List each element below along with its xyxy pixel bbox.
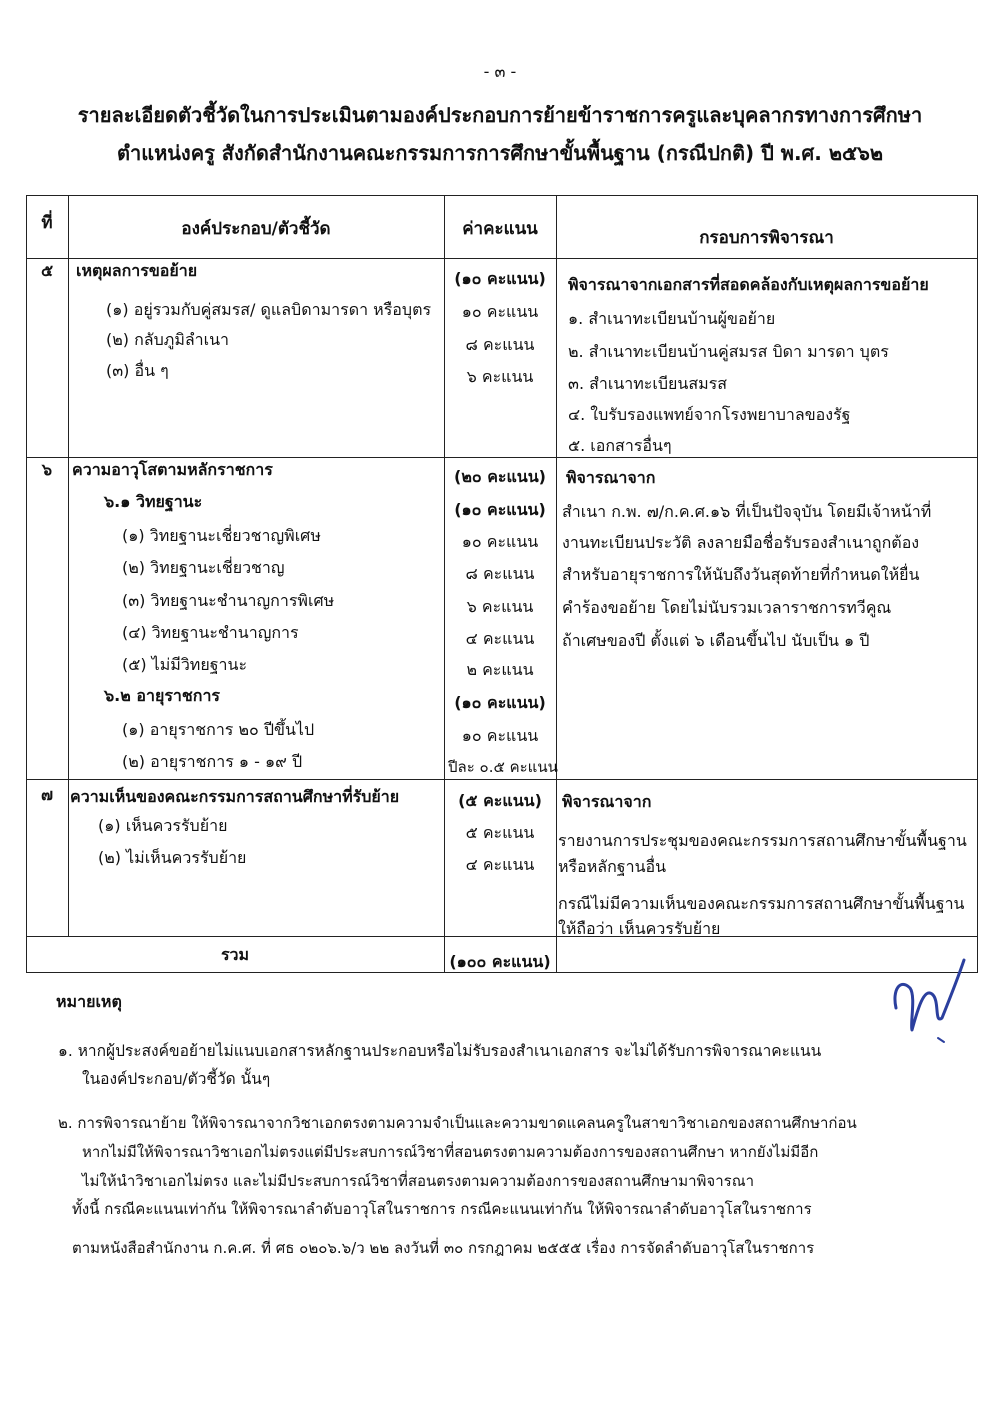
row5-criteria-4: ๔. ใบรับรองแพทย์จากโรงพยาบาลของรัฐ bbox=[568, 405, 851, 424]
row-divider-5-6 bbox=[26, 457, 978, 458]
total-score: (๑๐๐ คะแนน) bbox=[449, 952, 551, 971]
row6-sub1-item-3-score: ๖ คะแนน bbox=[466, 597, 534, 616]
row-divider-total bbox=[26, 936, 978, 937]
notes-heading: หมายเหตุ bbox=[56, 992, 122, 1011]
row6-criteria-5: ถ้าเศษของปี ตั้งแต่ ๖ เดือนขึ้นไป นับเป็น ๑ ปี bbox=[562, 631, 870, 650]
row6-sub2-item-2-score: ปีละ ๐.๕ คะแนน bbox=[448, 758, 558, 776]
row7-item-1: (๑) เห็นควรรับย้าย bbox=[98, 816, 228, 835]
row6-criteria-2: งานทะเบียนประวัติ ลงลายมือชื่อรับรองสำเนาถูกต้อง bbox=[562, 533, 920, 552]
row6-criteria-head: พิจารณาจาก bbox=[566, 468, 656, 487]
header-no: ที่ bbox=[41, 213, 53, 233]
row7-criteria-1: รายงานการประชุมของคณะกรรมการสถานศึกษาขั้นพื้นฐาน bbox=[558, 831, 967, 850]
row7-criteria-2: หรือหลักฐานอื่น bbox=[558, 857, 667, 876]
row6-sub1-item-1-score: ๑๐ คะแนน bbox=[461, 532, 539, 551]
row6-sub1-item-4-score: ๔ คะแนน bbox=[465, 629, 535, 648]
document-title-line-1: รายละเอียดตัวชี้วัดในการประเมินตามองค์ประกอบการย้ายข้าราชการครูและบุคลากรทางการศึกษา bbox=[77, 103, 923, 127]
row6-sub1-item-2: (๒) วิทยฐานะเชี่ยวชาญ bbox=[122, 558, 285, 577]
row6-sub2-item-1-score: ๑๐ คะแนน bbox=[461, 726, 539, 745]
row5-no: ๕ bbox=[40, 261, 54, 280]
row6-sub2-score: (๑๐ คะแนน) bbox=[454, 693, 546, 712]
row5-item-2-score: ๘ คะแนน bbox=[465, 335, 535, 354]
row5-title-score: (๑๐ คะแนน) bbox=[454, 269, 546, 288]
note-1-line-2: ในองค์ประกอบ/ตัวชี้วัด นั้นๆ bbox=[82, 1070, 271, 1088]
row6-title-score: (๒๐ คะแนน) bbox=[454, 467, 546, 486]
row7-criteria-4: ให้ถือว่า เห็นควรรับย้าย bbox=[558, 919, 721, 938]
note-2-line-5: ตามหนังสือสำนักงาน ก.ค.ศ. ที่ ศธ ๐๒๐๖.๖/ว ๒๒ ลงวันที่ ๓๐ กรกฎาคม ๒๕๕๕ เรื่อง การจัดลำดับอาวุโสในราชการ bbox=[72, 1239, 815, 1257]
row5-criteria-3: ๓. สำเนาทะเบียนสมรส bbox=[568, 374, 727, 393]
row5-item-1-score: ๑๐ คะแนน bbox=[461, 302, 539, 321]
row6-no: ๖ bbox=[41, 460, 53, 479]
document-title-line-2: ตำแหน่งครู สังกัดสำนักงานคณะกรรมการการศึกษาขั้นพื้นฐาน (กรณีปกติ) ปี พ.ศ. ๒๕๖๒ bbox=[116, 141, 884, 165]
row6-sub1: ๖.๑ วิทยฐานะ bbox=[104, 492, 203, 511]
row6-criteria-3: สำหรับอายุราชการให้นับถึงวันสุดท้ายที่กำหนดให้ยื่น bbox=[562, 565, 920, 584]
note-2-line-4: ทั้งนี้ กรณีคะแนนเท่ากัน ให้พิจารณาลำดับอาวุโสในราชการ กรณีคะแนนเท่ากัน ให้พิจารณาลำดับอาวุโสในราชการ bbox=[72, 1200, 812, 1218]
row5-item-1: (๑) อยู่รวมกับคู่สมรส/ ดูแลบิดามารดา หรือบุตร bbox=[106, 300, 432, 319]
table-border-right bbox=[977, 195, 978, 973]
row7-title-score: (๕ คะแนน) bbox=[458, 791, 542, 810]
row-divider-6-7 bbox=[26, 779, 978, 780]
row5-title: เหตุผลการขอย้าย bbox=[76, 261, 198, 280]
row7-item-1-score: ๕ คะแนน bbox=[465, 823, 535, 842]
row6-sub1-item-5: (๕) ไม่มีวิทยฐานะ bbox=[122, 655, 248, 674]
row6-criteria-1: สำเนา ก.พ. ๗/ก.ค.ศ.๑๖ ที่เป็นปัจจุบัน โดยมีเจ้าหน้าที่ bbox=[562, 502, 932, 521]
row7-item-2: (๒) ไม่เห็นควรรับย้าย bbox=[98, 848, 247, 867]
row5-item-3-score: ๖ คะแนน bbox=[466, 367, 534, 386]
header-score: ค่าคะแนน bbox=[462, 219, 538, 239]
row7-no: ๗ bbox=[40, 785, 54, 804]
row5-criteria-2: ๒. สำเนาทะเบียนบ้านคู่สมรส บิดา มารดา บุตร bbox=[568, 342, 889, 361]
row7-criteria-3: กรณีไม่มีความเห็นของคณะกรรมการสถานศึกษาขั้นพื้นฐาน bbox=[558, 894, 965, 913]
total-label: รวม bbox=[220, 945, 250, 964]
note-2-line-1: ๒. การพิจารณาย้าย ให้พิจารณาจากวิชาเอกตรงตามความจำเป็นและความขาดแคลนครูในสาขาวิชาเอกของสถานศึกษาก่อน bbox=[58, 1114, 857, 1132]
row7-criteria-head: พิจารณาจาก bbox=[562, 792, 652, 811]
note-2-line-2: หากไม่มีให้พิจารณาวิชาเอกไม่ตรงแต่มีประสบการณ์วิชาที่สอนตรงตามความต้องการของสถานศึกษา หากยังไม่มีอีก bbox=[82, 1143, 819, 1161]
table-border-bottom bbox=[26, 972, 978, 973]
row6-sub2-item-2: (๒) อายุราชการ ๑ - ๑๙ ปี bbox=[122, 752, 303, 771]
criteria-table bbox=[26, 195, 978, 973]
header-criteria: กรอบการพิจารณา bbox=[699, 228, 834, 248]
note-1-line-1: ๑. หากผู้ประสงค์ขอย้ายไม่แนบเอกสารหลักฐานประกอบหรือไม่รับรองสำเนาเอกสาร จะไม่ได้รับการพิจารณาคะแนน bbox=[58, 1042, 822, 1060]
row6-sub2: ๖.๒ อายุราชการ bbox=[104, 686, 221, 705]
row5-criteria-head: พิจารณาจากเอกสารที่สอดคล้องกับเหตุผลการขอย้าย bbox=[568, 275, 929, 294]
header-component: องค์ประกอบ/ตัวชี้วัด bbox=[181, 219, 331, 239]
row7-item-2-score: ๔ คะแนน bbox=[465, 855, 535, 874]
row6-sub1-item-1: (๑) วิทยฐานะเชี่ยวชาญพิเศษ bbox=[122, 526, 321, 545]
note-2-line-3: ไม่ให้นำวิชาเอกไม่ตรง และไม่มีประสบการณ์วิชาที่สอนตรงตามความต้องการของสถานศึกษามาพิจารณา bbox=[82, 1172, 755, 1190]
row6-sub1-item-3: (๓) วิทยฐานะชำนาญการพิเศษ bbox=[122, 591, 335, 610]
row5-criteria-5: ๕. เอกสารอื่นๆ bbox=[568, 436, 672, 455]
row6-sub1-score: (๑๐ คะแนน) bbox=[454, 500, 546, 519]
row6-criteria-4: คำร้องขอย้าย โดยไม่นับรวมเวลาราชการทวีคูณ bbox=[562, 598, 892, 617]
row7-title: ความเห็นของคณะกรรมการสถานศึกษาที่รับย้าย bbox=[70, 787, 400, 806]
row6-sub1-item-4: (๔) วิทยฐานะชำนาญการ bbox=[122, 623, 299, 642]
row6-sub1-item-2-score: ๘ คะแนน bbox=[465, 564, 535, 583]
row6-sub2-item-1: (๑) อายุราชการ ๒๐ ปีขึ้นไป bbox=[122, 720, 315, 739]
row6-title: ความอาวุโสตามหลักราชการ bbox=[72, 460, 273, 479]
row5-criteria-1: ๑. สำเนาทะเบียนบ้านผู้ขอย้าย bbox=[568, 309, 776, 328]
col-divider-no bbox=[68, 195, 69, 936]
col-divider-score bbox=[556, 195, 557, 973]
handwritten-signature bbox=[888, 938, 968, 1048]
table-border-top bbox=[26, 195, 978, 196]
table-border-left bbox=[26, 195, 27, 973]
row5-item-2: (๒) กลับภูมิลำเนา bbox=[106, 330, 230, 349]
header-divider bbox=[26, 258, 978, 259]
row5-item-3: (๓) อื่น ๆ bbox=[106, 361, 169, 380]
row6-sub1-item-5-score: ๒ คะแนน bbox=[466, 660, 534, 679]
page-number: - ๓ - bbox=[483, 62, 517, 81]
